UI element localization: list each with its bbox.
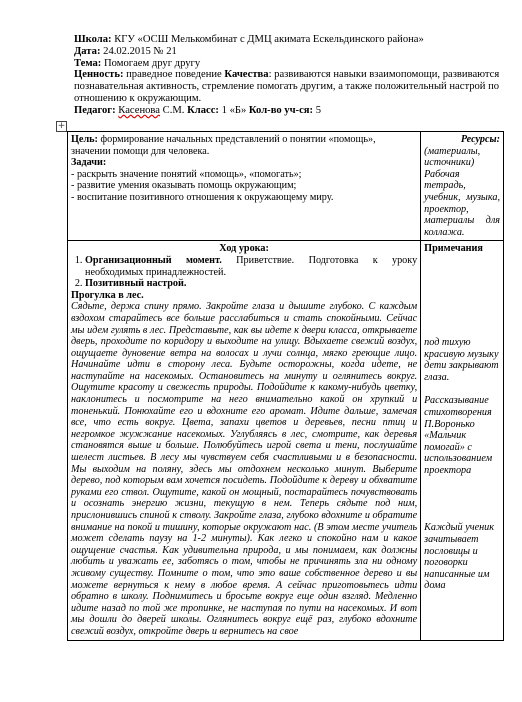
qualities-text: : развиваются навыки взаимопомощи, развиваются познавательная активность, стремление помогать другим, а также положительный настрой по отношению к окружающим. [74,69,500,104]
task-item: - воспитание позитивного отношения к окружающему миру. [71,191,334,203]
goals-cell [68,132,421,241]
teacher-name: Касенова [118,104,160,116]
tasks-label: Задачи: [71,157,107,169]
lesson-step [85,278,417,290]
teacher-label: Педагог: [74,104,116,116]
qualities-label: Качества [224,69,269,81]
task-item: - развитие умения оказывать помощь окружающим; [71,180,297,192]
goals-row [68,132,504,241]
class-label: Класс: [187,104,219,116]
table-move-handle-icon[interactable]: + [57,121,66,131]
lesson-table [67,131,504,641]
step-text: Приветствие. Подготовка к уроку необходимых принадлежностей. [85,254,418,278]
goal-text: формирование начальных представлений о понятии «помощь», значении помощи для человека. [71,134,376,157]
value-label: Ценность: [74,69,124,81]
teacher-line [74,105,504,117]
lesson-cell [68,241,421,640]
school-line [74,34,504,46]
goal-line [71,134,417,157]
lesson-heading: Ход урока: [219,243,269,255]
step-title: Организационный момент. [85,254,222,266]
count-value: 5 [315,104,321,116]
notes-title: Примечания [424,243,483,255]
date-value: 24.02.2015 № 21 [103,45,177,57]
task-item: - раскрыть значение понятий «помощь», «помогать»; [71,168,302,180]
goal-label: Цель: [71,134,98,145]
lesson-step [85,255,417,278]
note-item: Каждый ученик зачитывает пословицы и поговорки написанные им дома [424,522,495,592]
lesson-row [68,241,504,640]
count-label: Кол-во уч-ся: [248,104,314,116]
class-value: 1 «Б» [221,104,247,116]
date-label: Дата: [74,45,101,57]
resources-cell [421,132,504,241]
date-line [74,46,504,58]
topic-line [74,58,504,70]
lesson-header [74,34,504,117]
school-value: КГУ «ОСШ Мелькомбинат с ДМЦ акимата Ескельдинского района» [114,34,424,45]
school-label: Школа: [74,34,112,45]
walk-title: Прогулка в лес. [71,289,144,301]
value-text: праведное поведение [126,69,222,81]
lesson-steps [71,255,417,290]
topic-label: Тема: [74,57,102,69]
resources-title: Ресурсы: [460,134,500,145]
note-item: Рассказывание стихотворения П.Воронько «Мальчик помогай» с использованием проектора [424,395,493,476]
step-title: Позитивный настрой. [85,278,187,290]
resources-text: (материалы, источники) Рабочая тетрадь, учебник, музыка, проектор, материалы для коллажа. [424,145,500,238]
note-item: под тихую красивую музыку дети закрывают глаза. [424,336,499,383]
topic-value: Помогаем друг другу [104,57,201,69]
value-line [74,69,504,104]
relaxation-story: Сядьте, держа спину прямо. Закройте глаза и дышите глубоко. С каждым вздохом старайтесь все больше расслабиться и стать спокойными. Сейчас мы идем гулять в лес. Представьте, как вы идете к двери класса, открываете дверь, проходите по коридору и выходите на улицу. Вдыхаете свежий воздух, ощущаете дуновение ветра на волосах и лучи солнца, мягко греющие лицо. Начинайте идти в сторону леса. Будьте осторожны, когда идете, не наступайте на насекомых. Остановитесь на минуту и оглянитесь вокруг. Ощутите красоту и свежесть природы. Подойдите к какому-нибудь цветку, наклонитесь и посмотрите на него внимательно какой он хрупкий и тоненький. Понюхайте его и вдохните его аромат. Идите дальше, замечая все, что есть вокруг. Цвета, запахи цветов и деревьев, песни птиц и негромкое жужжание насекомых. Углубляясь в лес, смотрите, как деревья становятся выше и больше. Полюбуйтесь игрой света и тени, послушайте шелест листьев. В лесу мы чувствуем себя счастливыми и в безопасности. Мы выходим на поляну, здесь мы отдохнем несколько минут. Выберите дерево, под которым вам хочется посидеть. Подойдите к дереву и обхватите руками его ствол. Ощутите, какой он мощный, постарайтесь почувствовать и осознать энергию жизни, текущую в нем. Теперь сядьте под ним, прислонившись спиной к стволу. Закройте глаза, глубоко вдохните и обратите внимание на покой и тишину, которые окружают нас. (В этом месте учитель может сделать паузу на 1-2 минуты). Как легко и спокойно нам и какое ощущение счастья. Как удивительна природа, и мы понимаем, как должны любить и уважать ее, заботясь о том, чтобы не причинять зла ни одному живому существу. Помните о том, что это ваше собственное дерево и вы можете вернуться к нему в любое время. А сейчас приготовьтесь идти обратно в школу. Поднимитесь и бросьте вокруг еще один взгляд. Медленно идите назад по той же тропинке, не наступая по пути на насекомых. И вот мы дошли до дверей школы. Оглянитесь вокруг ещё раз, глубоко вдохните свежий воздух, откройте дверь и вернитесь на свое [71,301,418,637]
teacher-initials: С.М. [162,104,185,116]
notes-cell [421,241,504,640]
